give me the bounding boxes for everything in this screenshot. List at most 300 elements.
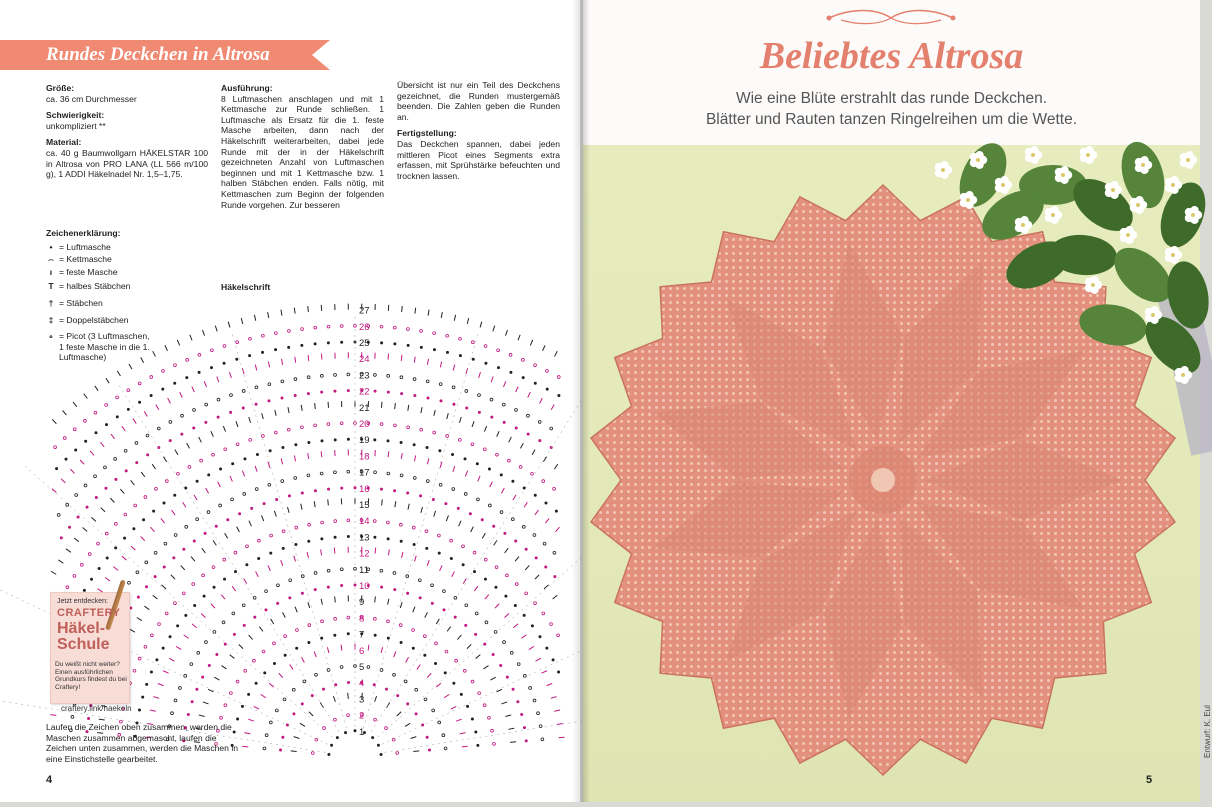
stitch-mark: [500, 474, 502, 476]
stitch-mark: [75, 494, 78, 497]
stitch-mark: [127, 389, 130, 392]
stitch-mark: [557, 671, 559, 673]
stitch-mark: [374, 634, 376, 636]
stitch-mark: [453, 682, 455, 684]
round-number: 23: [359, 370, 370, 381]
stitch-mark: [465, 390, 468, 393]
legend-label: = feste Masche: [59, 267, 118, 277]
stitch-mark: [509, 437, 512, 442]
stitch-mark: [208, 689, 213, 692]
stitch-mark: [70, 469, 74, 473]
stitch-mark: [150, 394, 152, 396]
stitch-mark: [374, 390, 376, 392]
stitch-mark: [268, 565, 270, 570]
stitch-mark: [171, 712, 174, 715]
size-label: Größe:: [46, 83, 208, 94]
stitch-mark: [68, 526, 70, 528]
stitch-mark: [249, 521, 251, 526]
craftery-badge[interactable]: [50, 592, 130, 704]
stitch-mark: [513, 624, 518, 628]
stitch-mark: [115, 547, 117, 549]
stitch-mark: [224, 448, 227, 451]
stitch-mark: [506, 676, 508, 678]
stitch-mark: [543, 542, 546, 545]
stitch-mark: [232, 586, 236, 591]
stitch-mark: [187, 713, 189, 715]
stitch-mark: [394, 651, 396, 657]
stitch-mark: [453, 466, 455, 472]
stitch-mark: [248, 355, 250, 357]
stitch-mark: [465, 471, 467, 477]
stitch-mark: [479, 372, 481, 378]
stitch-mark: [203, 702, 209, 704]
stitch-mark: [465, 604, 468, 607]
stitch-mark: [163, 502, 165, 504]
stitch-mark: [301, 504, 302, 510]
stitch-mark: [387, 637, 389, 639]
stitch-mark: [497, 367, 499, 369]
stitch-mark: [264, 672, 266, 674]
stitch-mark: [535, 557, 537, 559]
stitch-mark: [281, 480, 284, 483]
stitch-mark: [521, 635, 526, 638]
stitch-mark: [302, 657, 305, 662]
stitch-mark: [334, 617, 337, 620]
stitch-mark: [147, 454, 149, 456]
stitch-mark: [145, 561, 148, 564]
stitch-mark: [63, 437, 66, 440]
legend-item: [46, 254, 156, 265]
stitch-mark: [314, 651, 316, 657]
stitch-mark: [190, 663, 193, 666]
doily-photo: [583, 145, 1200, 802]
stitch-mark: [478, 476, 480, 481]
stitch-mark: [274, 431, 277, 434]
stitch-mark: [375, 548, 376, 554]
stitch-mark: [133, 419, 136, 424]
stitch-mark: [475, 612, 478, 615]
stitch-mark: [488, 716, 491, 719]
stitch-mark: [205, 403, 208, 406]
stitch-mark: [450, 557, 452, 559]
stitch-mark: [413, 543, 415, 545]
stitch-mark: [347, 714, 350, 717]
stitch-mark: [334, 634, 336, 636]
stitch-mark: [71, 715, 74, 718]
stitch-mark: [533, 534, 536, 537]
legend-heading: Zeichenerklärung:: [46, 228, 156, 239]
stitch-mark: [271, 619, 274, 624]
stitch-mark: [491, 677, 496, 680]
stitch-mark: [522, 525, 525, 528]
stitch-mark: [406, 657, 409, 662]
craftery-link[interactable]: craftery.link/haekeln: [61, 704, 132, 713]
stitch-mark: [512, 480, 514, 482]
stitch-mark: [444, 747, 447, 750]
stitch-mark: [105, 424, 107, 426]
size-value: ca. 36 cm Durchmesser: [46, 94, 137, 104]
crochet-chart: [55, 282, 560, 760]
segment-guide: [371, 385, 591, 731]
stitch-mark: [495, 604, 499, 608]
stitch-mark: [341, 341, 343, 343]
left-page: [0, 0, 580, 802]
stitch-mark: [432, 498, 434, 500]
stitch-mark: [504, 532, 506, 534]
stitch-mark: [373, 684, 375, 686]
stitch-mark: [230, 372, 232, 378]
stitch-mark: [394, 589, 396, 591]
stitch-mark: [414, 394, 416, 396]
stitch-mark: [341, 645, 342, 651]
legend-label: = halbes Stäbchen: [59, 281, 130, 291]
stitch-mark: [230, 411, 232, 413]
stitch-mark: [275, 410, 276, 416]
stitch-mark: [105, 487, 107, 489]
stitch-mark: [426, 547, 428, 549]
stitch-mark: [288, 346, 290, 348]
stitch-mark: [253, 659, 256, 662]
legend-label: = Kettmasche: [59, 254, 112, 264]
stitch-mark: [511, 518, 514, 521]
stitch-mark: [408, 405, 409, 411]
stitch-mark: [314, 343, 316, 345]
stitch-mark: [453, 403, 455, 405]
stitch-mark: [467, 644, 471, 648]
round-number: 2: [359, 711, 364, 722]
stitch-mark: [426, 736, 428, 738]
stitch-mark: [225, 533, 228, 538]
stitch-mark: [427, 458, 428, 464]
stitch-mark: [478, 394, 481, 397]
stitch-mark: [144, 496, 147, 499]
stitch-mark: [367, 666, 370, 669]
stitch-mark: [334, 520, 337, 523]
stitch-mark: [113, 567, 118, 571]
badge-intro: Jetzt entdecken:: [57, 598, 108, 605]
stitch-mark: [314, 424, 317, 427]
stitch-mark: [471, 443, 474, 446]
stitch-mark: [88, 553, 91, 556]
badge-brand: CRAFTERY: [57, 607, 120, 619]
stitch-mark: [210, 349, 213, 352]
stitch-mark: [294, 378, 297, 381]
stitch-mark: [530, 340, 532, 346]
stitch-mark: [220, 716, 223, 719]
stitch-mark: [471, 718, 473, 720]
stitch-mark: [408, 504, 409, 510]
stitch-mark: [476, 655, 481, 659]
stitch-mark: [459, 355, 461, 357]
stitch-mark: [481, 519, 483, 521]
stitch-mark: [484, 666, 489, 669]
stitch-mark: [66, 503, 69, 506]
stitch-mark: [169, 440, 171, 442]
stitch-mark: [466, 368, 468, 374]
stitch-mark: [180, 392, 183, 397]
stitch-mark: [216, 653, 218, 655]
stitch-mark: [425, 612, 428, 617]
stitch-mark: [212, 566, 215, 569]
stitch-mark: [478, 411, 480, 413]
single-crochet-icon: ı: [46, 267, 56, 278]
stitch-mark: [105, 403, 108, 406]
stitch-mark: [539, 636, 541, 638]
stitch-mark: [443, 590, 446, 593]
stitch-mark: [328, 753, 330, 755]
stitch-mark: [513, 495, 516, 500]
stitch-mark: [294, 455, 295, 461]
stitch-mark: [439, 383, 442, 386]
stitch-mark: [493, 742, 496, 745]
stitch-mark: [242, 407, 244, 409]
stitch-mark: [163, 566, 165, 568]
right-page: [583, 0, 1200, 802]
stitch-mark: [413, 477, 416, 480]
stitch-mark: [162, 388, 164, 390]
stitch-mark: [150, 710, 156, 711]
stitch-mark: [462, 564, 464, 566]
stitch-mark: [446, 515, 448, 521]
stitch-mark: [183, 548, 185, 550]
stitch-mark: [472, 421, 474, 427]
stitch-mark: [525, 548, 527, 550]
stitch-mark: [174, 602, 177, 605]
stitch-mark: [381, 586, 383, 588]
stitch-mark: [281, 560, 283, 566]
stitch-mark: [301, 405, 302, 411]
stitch-mark: [153, 697, 159, 699]
stitch-mark: [294, 308, 295, 314]
stitch-mark: [223, 362, 225, 364]
stitch-mark: [127, 408, 129, 410]
stitch-mark: [162, 369, 165, 372]
stitch-mark: [234, 551, 237, 554]
stitch-mark: [321, 538, 323, 540]
stitch-mark: [231, 498, 234, 501]
stitch-mark: [503, 641, 506, 644]
round-number: 18: [359, 451, 370, 462]
stitch-mark: [552, 659, 554, 661]
stitch-mark: [204, 381, 206, 387]
round-number: 15: [359, 500, 370, 511]
stitch-mark: [505, 548, 509, 553]
stitch-mark: [222, 666, 227, 669]
stitch-mark: [84, 394, 88, 399]
stitch-mark: [497, 689, 502, 692]
stitch-mark: [273, 642, 276, 645]
stitch-mark: [269, 683, 274, 687]
stitch-mark: [327, 342, 329, 344]
stitch-mark: [257, 539, 260, 542]
stitch-mark: [546, 647, 548, 649]
stitch-mark: [372, 737, 374, 739]
stitch-mark: [551, 697, 557, 699]
stitch-mark: [150, 671, 152, 673]
stitch-mark: [405, 723, 410, 726]
stitch-mark: [505, 595, 507, 597]
stitch-mark: [80, 563, 83, 566]
stitch-mark: [501, 488, 504, 493]
stitch-mark: [84, 419, 87, 422]
stitch-mark: [277, 602, 279, 604]
stitch-mark: [397, 712, 401, 716]
stitch-mark: [394, 343, 396, 345]
stitch-mark: [505, 715, 511, 717]
stitch-mark: [484, 426, 486, 432]
stitch-mark: [444, 672, 446, 674]
stitch-mark: [387, 374, 390, 377]
stitch-mark: [445, 650, 448, 653]
stitch-mark: [175, 450, 178, 455]
stitch-mark: [528, 392, 531, 397]
stitch-mark: [407, 492, 409, 494]
stitch-mark: [144, 606, 149, 609]
stitch-mark: [469, 513, 471, 515]
stitch-mark: [443, 609, 445, 611]
stitch-mark: [239, 513, 241, 515]
stitch-mark: [284, 635, 287, 638]
stitch-mark: [420, 346, 422, 348]
stitch-mark: [322, 688, 324, 690]
stitch-mark: [330, 744, 332, 746]
stitch-mark: [246, 545, 249, 548]
execution-text: 8 Luftmaschen anschlagen und mit 1 Kettmasche zur Runde schließen. 1 Luftmasche als Ersatz für die 1. feste Masche arbeiten, dann nach der Häkelschrift weiterarbeiten, dabei jede Runde mit der in der Häkelschrift gezeichneten Anzahl von Luftmaschen beginnen und mit 1 Kettmasche bzw. 1 halben Stäbchen enden. Falls nötig, mit Kettmaschen zum Beginn der folgenden Runde vorgehen. Zur besseren: [221, 94, 384, 210]
treble-crochet-icon: ‡: [46, 315, 56, 326]
stitch-mark: [374, 718, 377, 721]
stitch-mark: [380, 753, 382, 755]
stitch-mark: [100, 442, 104, 447]
stitch-mark: [454, 315, 455, 321]
stitch-mark: [242, 471, 244, 477]
stitch-mark: [91, 517, 95, 521]
stitch-mark: [373, 520, 376, 523]
stitch-mark: [478, 692, 481, 695]
stitch-mark: [265, 590, 268, 593]
stitch-mark: [218, 482, 221, 487]
round-number: 9: [359, 597, 364, 608]
stitch-mark: [424, 698, 427, 701]
stitch-mark: [215, 326, 217, 332]
stitch-mark: [168, 398, 171, 403]
stitch-mark: [517, 701, 519, 703]
stitch-mark: [255, 682, 257, 684]
stitch-mark: [104, 466, 107, 469]
stitch-mark: [545, 502, 547, 504]
stitch-mark: [95, 496, 97, 498]
stitch-mark: [427, 359, 428, 365]
stitch-mark: [254, 706, 259, 709]
stitch-mark: [177, 625, 179, 627]
stitch-mark: [419, 597, 421, 599]
stitch-mark: [242, 390, 245, 393]
stitch-mark: [399, 624, 402, 627]
stitch-mark: [73, 428, 76, 431]
stitch-mark: [308, 453, 309, 459]
stitch-mark: [393, 673, 396, 676]
stitch-mark: [207, 511, 210, 514]
stitch-mark: [460, 693, 462, 695]
stitch-mark: [134, 504, 137, 507]
stitch-mark: [465, 624, 467, 626]
page-number-right: 5: [1146, 774, 1152, 786]
stitch-mark: [347, 535, 349, 537]
stitch-mark: [347, 633, 349, 635]
stitch-mark: [281, 458, 282, 464]
stitch-mark: [255, 386, 258, 389]
stitch-mark: [188, 466, 191, 469]
stitch-mark: [150, 376, 153, 379]
stitch-mark: [347, 390, 349, 392]
stitch-mark: [504, 381, 506, 387]
stitch-mark: [321, 440, 323, 442]
stitch-mark: [308, 624, 311, 627]
stitch-mark: [211, 604, 215, 608]
stitch-mark: [174, 494, 176, 496]
stitch-mark: [117, 371, 120, 376]
stitch-mark: [295, 357, 296, 363]
stitch-mark: [428, 310, 429, 316]
stitch-mark: [242, 604, 245, 607]
stitch-mark: [413, 378, 416, 381]
stitch-mark: [412, 526, 415, 529]
stitch-mark: [254, 315, 255, 321]
stitch-mark: [482, 533, 485, 538]
stitch-mark: [554, 576, 556, 578]
stitch-mark: [490, 482, 493, 487]
stitch-mark: [138, 709, 140, 711]
stitch-mark: [518, 335, 520, 341]
stitch-mark: [491, 416, 493, 418]
stitch-mark: [500, 511, 503, 514]
stitch-mark: [459, 417, 461, 423]
stitch-mark: [321, 451, 322, 457]
round-number: 3: [359, 694, 364, 705]
stitch-mark: [95, 386, 98, 391]
stitch-mark: [262, 515, 264, 521]
stitch-mark: [141, 472, 145, 477]
stitch-mark: [165, 480, 168, 483]
stitch-mark: [263, 747, 266, 750]
stitch-mark: [492, 653, 494, 655]
stitch-mark: [417, 665, 420, 670]
stitch-mark: [546, 388, 548, 390]
stitch-mark: [259, 627, 263, 632]
stitch-mark: [459, 337, 462, 340]
stitch-mark: [484, 578, 486, 580]
stitch-mark: [510, 371, 512, 373]
stitch-mark: [261, 334, 264, 337]
stitch-mark: [94, 475, 97, 478]
stitch-mark: [158, 623, 161, 626]
stitch-mark: [525, 565, 529, 569]
stitch-mark: [533, 699, 536, 702]
stitch-mark: [534, 602, 537, 605]
stitch-mark: [380, 569, 383, 572]
stitch-mark: [169, 636, 171, 638]
stitch-mark: [438, 552, 440, 554]
stitch-mark: [315, 673, 318, 676]
stitch-mark: [347, 681, 349, 683]
stitch-mark: [411, 737, 417, 739]
stitch-mark: [557, 724, 563, 725]
stitch-mark: [495, 586, 497, 588]
stitch-mark: [483, 448, 486, 451]
stitch-mark: [407, 328, 410, 331]
stitch-mark: [380, 325, 383, 328]
stitch-mark: [176, 646, 181, 649]
stitch-mark: [508, 459, 511, 462]
